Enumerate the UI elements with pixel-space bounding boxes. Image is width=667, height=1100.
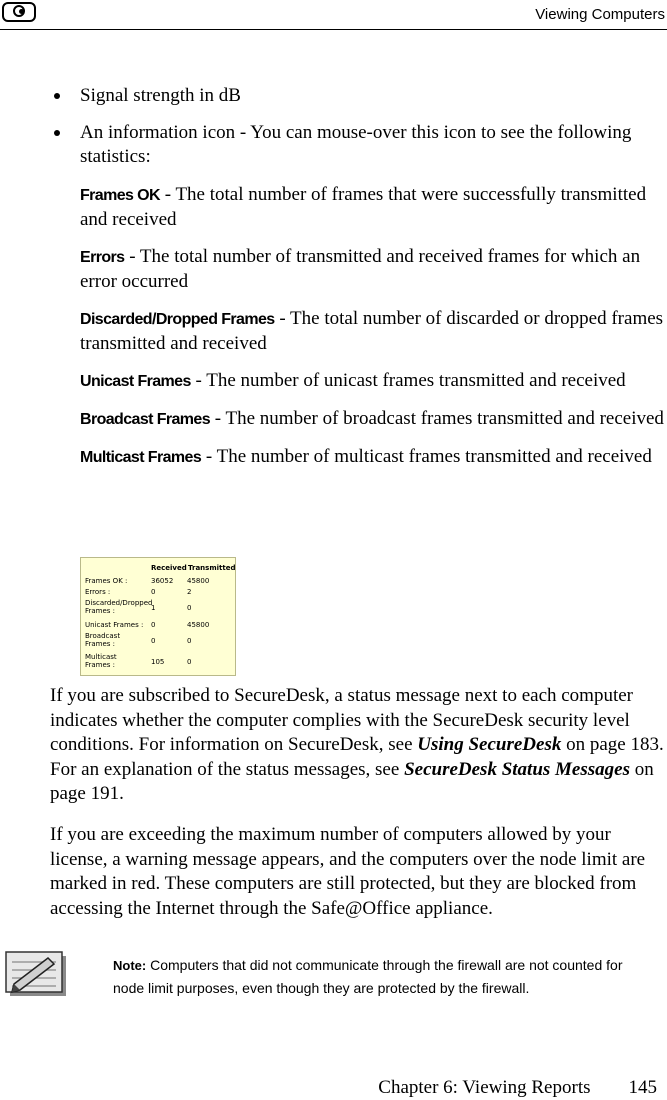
- definition-item: [80, 445, 667, 470]
- footer-chapter: Chapter 6: Viewing Reports: [378, 1077, 591, 1098]
- stats-transmitted: 45800: [187, 621, 210, 629]
- stats-received: 36052: [151, 577, 174, 585]
- node-limit-paragraph: If you are exceeding the maximum number of computers allowed by your license, a warning message appears, and the computers over the node limit are marked in red. These computers are still protected, but they are blocked from accessing the Internet through the Safe@Office appliance.: [50, 824, 646, 919]
- stats-transmitted: 45800: [187, 577, 210, 585]
- stats-label: Discarded/Dropped Frames :: [85, 599, 153, 615]
- stats-transmitted: 2: [187, 588, 192, 596]
- stats-received: 0: [151, 637, 156, 645]
- securedesk-status-messages-link[interactable]: SecureDesk Status Messages: [404, 758, 630, 780]
- paragraph-text: on page 183. For an explanation of the status messages, see: [50, 734, 664, 780]
- stats-label: Broadcast Frames :: [85, 632, 121, 648]
- definition-item: [80, 407, 667, 432]
- stats-label: Unicast Frames :: [85, 621, 144, 629]
- definition-term: Multicast Frames: [80, 449, 202, 466]
- definition-text: - The total number of transmitted and received frames for which an error occurred: [80, 246, 641, 292]
- definition-text: - The total number of discarded or dropped frames transmitted and received: [80, 308, 664, 354]
- note-label: Note:: [113, 958, 147, 973]
- definition-item: [80, 245, 667, 294]
- stats-transmitted: 0: [187, 658, 192, 666]
- note-pencil-icon: [4, 950, 70, 1000]
- stats-transmitted: 0: [187, 604, 192, 612]
- bullet-item: Signal strength in dB: [52, 84, 667, 108]
- definition-term: Broadcast Frames: [80, 411, 211, 428]
- header-logo: [2, 2, 36, 22]
- bullet-list: [52, 84, 667, 169]
- definition-text: - The number of multicast frames transmitted and received: [201, 446, 652, 467]
- received-column-header: Received: [151, 564, 187, 572]
- paragraph-text: If you are subscribed to SecureDesk, a status message next to each computer indicates whether the computer complies with the SecureDesk security level conditions. For information on SecureDesk, see: [50, 685, 633, 755]
- stats-label: Multicast Frames :: [85, 653, 117, 669]
- statistics-definitions: [80, 183, 667, 483]
- stats-transmitted: 0: [187, 637, 192, 645]
- definition-term: Discarded/Dropped Frames: [80, 311, 275, 328]
- definition-term: Errors: [80, 249, 125, 266]
- stats-received: 0: [151, 621, 156, 629]
- bullet-item: An information icon - You can mouse-over this icon to see the following statistics:: [52, 121, 667, 169]
- definition-text: - The number of unicast frames transmitted and received: [190, 370, 626, 391]
- stats-received: 105: [151, 658, 165, 666]
- using-securedesk-link[interactable]: Using SecureDesk: [417, 734, 562, 755]
- definition-term: Unicast Frames: [80, 373, 191, 390]
- definition-text: - The total number of frames that were successfully transmitted and received: [80, 184, 647, 230]
- securedesk-paragraph: [50, 684, 667, 807]
- page-number: 145: [628, 1077, 657, 1098]
- transmitted-column-header: Transmitted: [188, 564, 236, 572]
- stats-received: 1: [151, 604, 156, 612]
- header-title: Viewing Computers: [535, 6, 665, 23]
- stats-label: Frames OK :: [85, 577, 128, 585]
- paragraph-text: on page 191.: [50, 758, 654, 804]
- logo-dot: [19, 9, 24, 14]
- stats-label: Errors :: [85, 588, 111, 596]
- note-text: [113, 954, 653, 999]
- header-rule: [0, 29, 667, 30]
- statistics-tooltip: [80, 557, 236, 676]
- definition-item: [80, 183, 667, 232]
- page-footer: [378, 1077, 657, 1099]
- note-body: Computers that did not communicate through the firewall are not counted for node limit purposes, even though they are protected by the firewall.: [113, 957, 623, 996]
- definition-text: - The number of broadcast frames transmitted and received: [210, 408, 664, 429]
- stats-received: 0: [151, 588, 156, 596]
- definition-item: [80, 307, 667, 356]
- definition-item: [80, 369, 667, 394]
- definition-term: Frames OK: [80, 187, 160, 204]
